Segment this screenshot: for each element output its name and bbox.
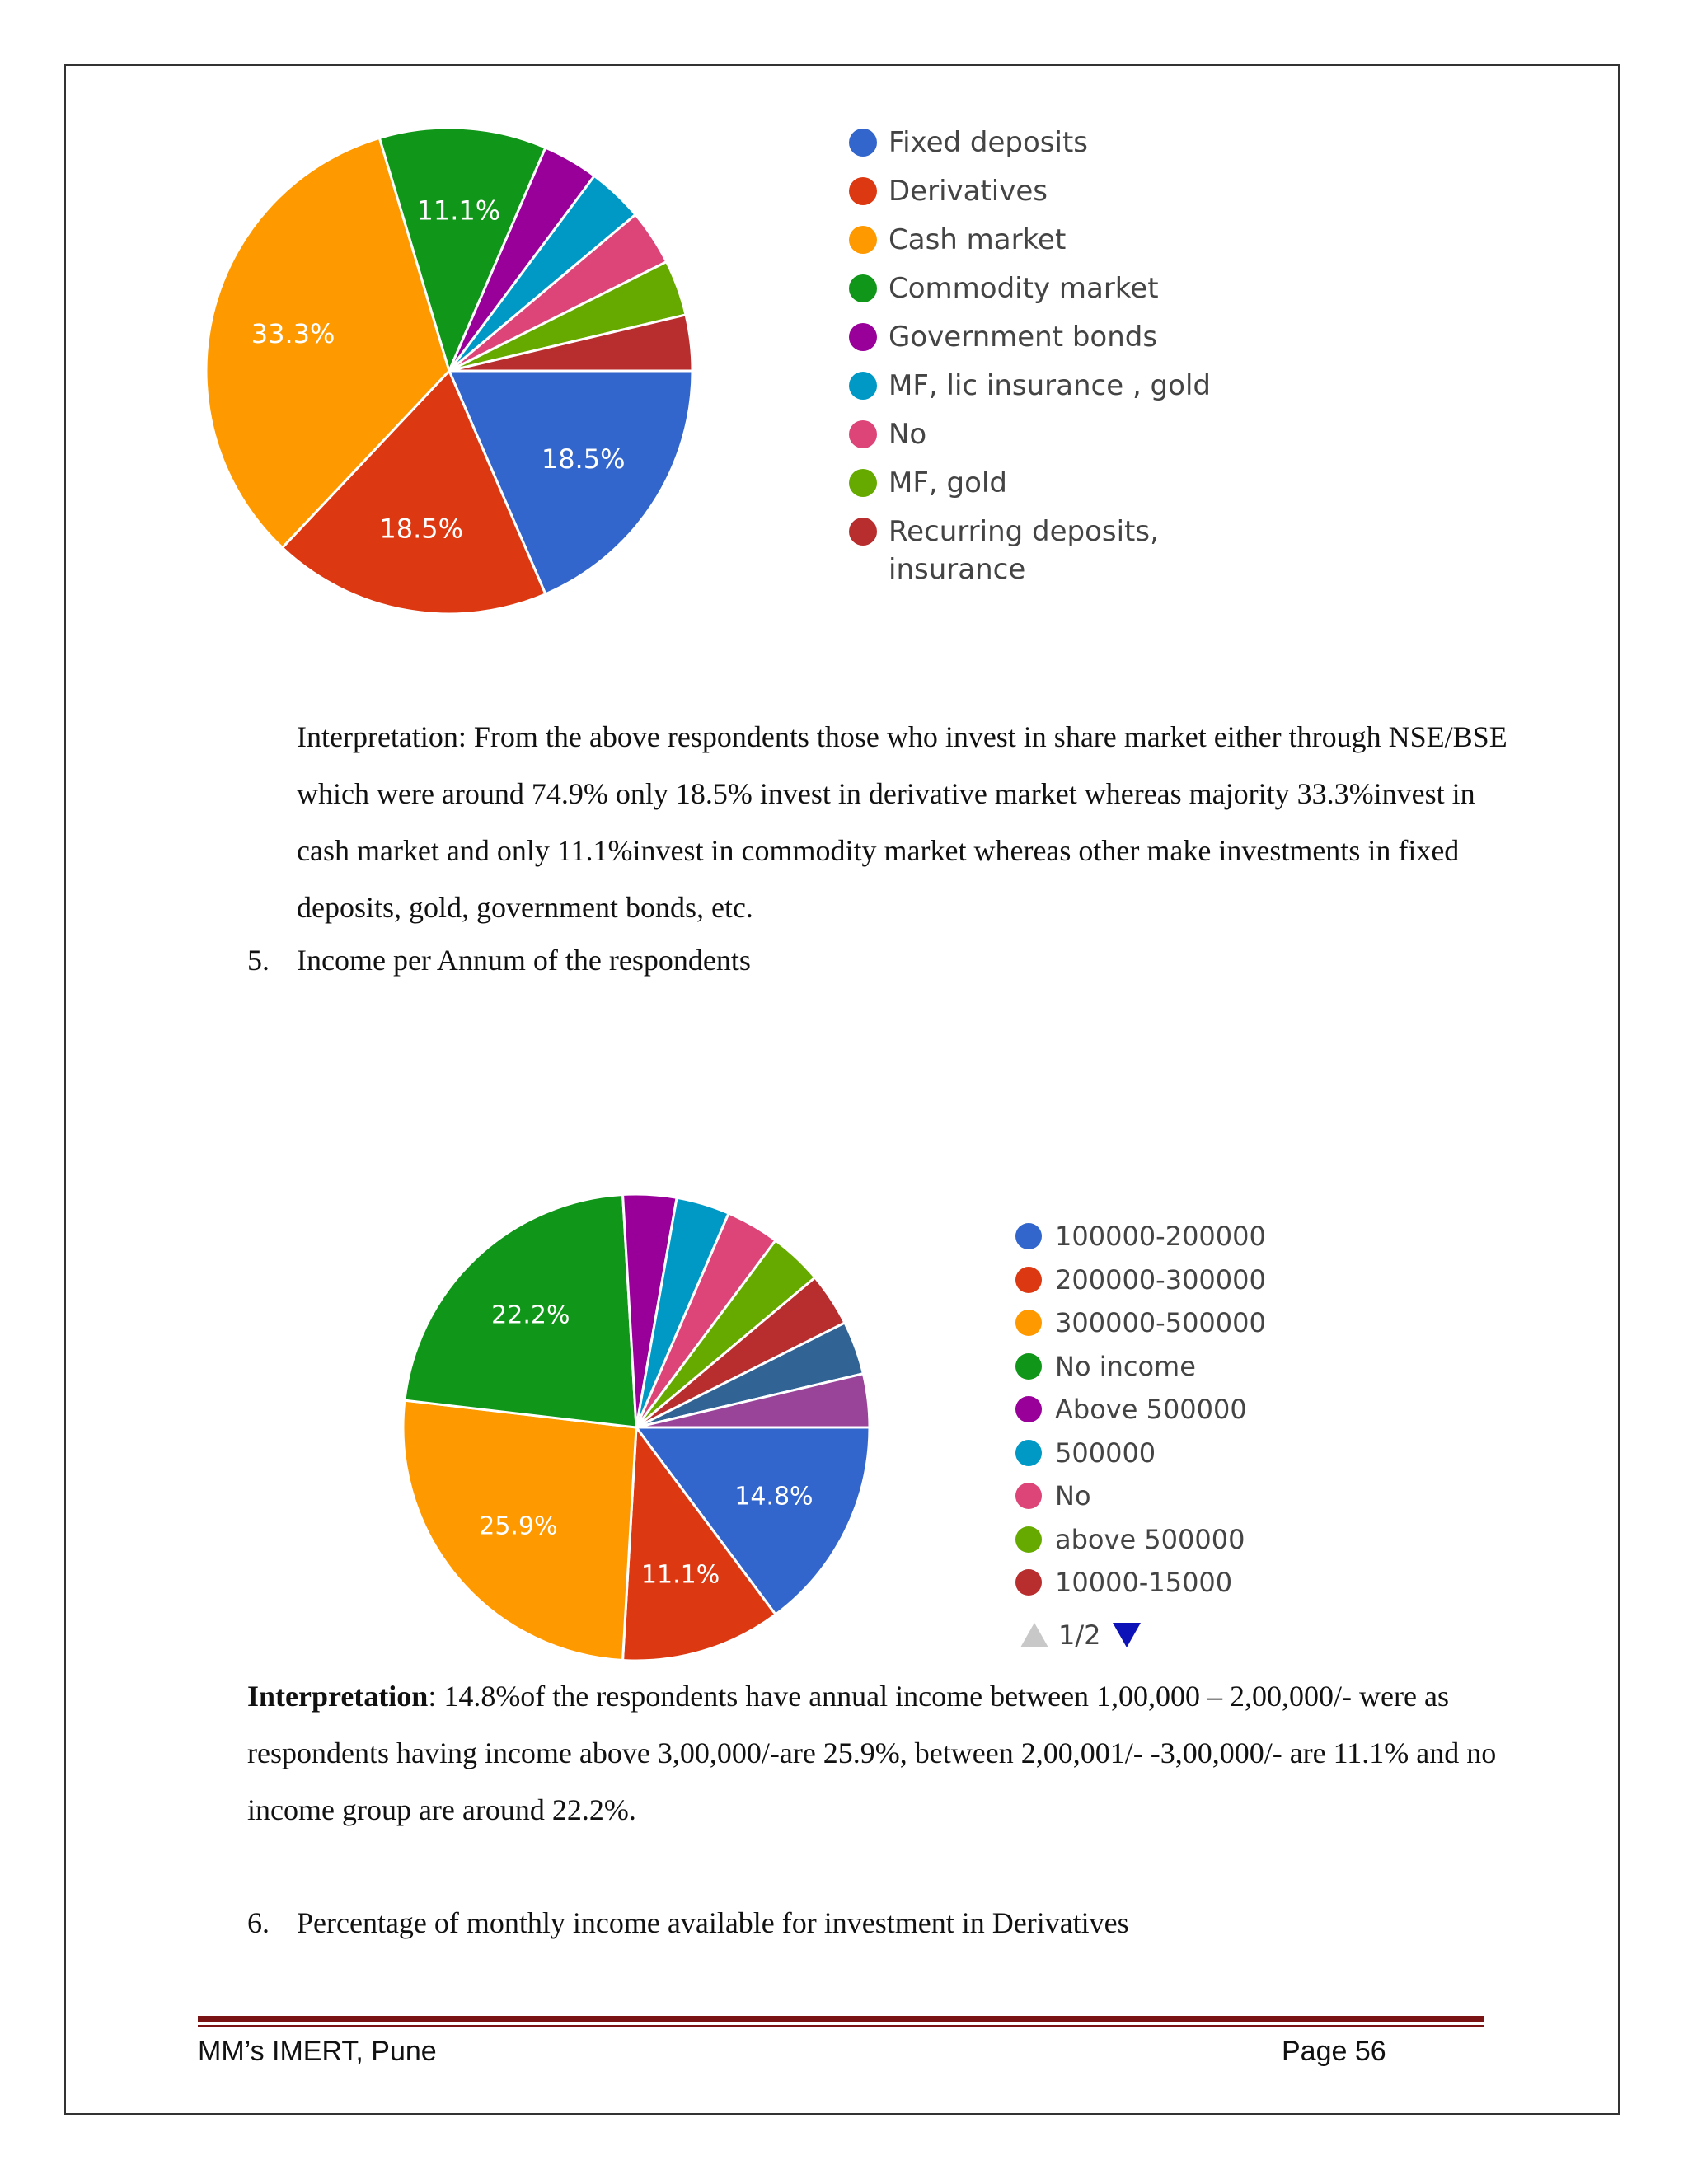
pie1-legend-item-8: [849, 513, 1228, 588]
pie-chart-1-legend: [849, 124, 1228, 599]
interpretation-paragraph-2: [247, 1668, 1500, 1839]
pie2-data-label-1: 11.1%: [640, 1560, 720, 1590]
pie2-legend-item-1: [1015, 1263, 1345, 1296]
pie1-legend-item-0: [849, 124, 1228, 162]
pie1-legend-item-3: [849, 269, 1228, 307]
pie1-legend-label-1: Derivatives: [889, 175, 1048, 208]
pie1-legend-swatch-4: [849, 323, 877, 351]
interpretation-label: Interpretation: [247, 1680, 429, 1713]
pie1-legend-label-3: Commodity market: [889, 272, 1159, 305]
pie2-legend-swatch-2: [1015, 1310, 1042, 1336]
interpretation-paragraph-1: Interpretation: From the above respondents those who invest in share market either through NSE/BSE which were around 74.9% only 18.5% invest in derivative market whereas majority 33.3%invest in cash market and only 11.1%invest in commodity market whereas other make investments in fixed deposits, gold, government bonds, etc.: [297, 720, 1507, 924]
pie1-legend-swatch-5: [849, 372, 877, 400]
pie-chart-2-legend: [1015, 1220, 1345, 1610]
pie1-legend-swatch-6: [849, 420, 877, 448]
pie2-legend-swatch-7: [1015, 1526, 1042, 1553]
pie2-legend-label-4: Above 500000: [1055, 1394, 1247, 1425]
pie2-legend-label-3: No income: [1055, 1350, 1196, 1382]
section-heading-5: [247, 935, 1484, 985]
pager-up-arrow-icon[interactable]: [1020, 1623, 1048, 1647]
pie2-legend-label-7: above 500000: [1055, 1523, 1245, 1555]
pie2-legend-label-5: 500000: [1055, 1436, 1156, 1469]
footer-page-number: Page 56: [1282, 2036, 1386, 2067]
pie1-legend-swatch-2: [849, 226, 877, 254]
pie2-data-label-0: 14.8%: [734, 1482, 814, 1511]
pie2-legend-item-8: [1015, 1566, 1345, 1599]
pie-chart-1-svg: [165, 115, 692, 643]
footer-institution: MM’s IMERT, Pune: [198, 2036, 437, 2067]
pie1-legend-label-7: MF, gold: [889, 466, 1007, 499]
pie2-legend-swatch-4: [1015, 1396, 1042, 1422]
legend-pager: [1020, 1619, 1141, 1651]
pie1-legend-item-1: [849, 172, 1228, 210]
pie1-legend-item-6: [849, 415, 1228, 453]
pie1-data-label-2: 33.3%: [251, 318, 335, 350]
pie1-legend-label-6: No: [889, 418, 927, 451]
pie2-legend-label-2: 300000-500000: [1055, 1307, 1266, 1338]
pie1-legend-item-5: [849, 367, 1228, 405]
footer-rule-thick: [198, 2016, 1484, 2022]
pie2-legend-item-3: [1015, 1350, 1345, 1383]
pie2-data-label-2: 25.9%: [479, 1511, 558, 1541]
investment-type-pie-chart: [165, 115, 1236, 643]
pie1-data-label-1: 18.5%: [379, 513, 464, 545]
pie-chart-2-svg: [247, 1187, 814, 1681]
pie2-legend-swatch-5: [1015, 1440, 1042, 1466]
pie2-legend-label-1: 200000-300000: [1055, 1263, 1266, 1296]
pie1-data-label-3: 11.1%: [416, 194, 501, 227]
pie1-legend-swatch-1: [849, 177, 877, 205]
pie2-legend-swatch-3: [1015, 1353, 1042, 1380]
pie1-legend-label-2: Cash market: [889, 223, 1067, 256]
pager-down-arrow-icon[interactable]: [1113, 1623, 1141, 1647]
pie2-legend-item-4: [1015, 1393, 1345, 1426]
pie2-legend-item-2: [1015, 1306, 1345, 1339]
pie1-legend-swatch-8: [849, 518, 877, 546]
pie1-legend-item-2: [849, 221, 1228, 259]
pie1-data-label-0: 18.5%: [541, 443, 626, 475]
pie1-legend-swatch-3: [849, 274, 877, 302]
pie2-legend-label-6: No: [1055, 1480, 1091, 1511]
pager-count: 1/2: [1058, 1619, 1101, 1651]
pie2-legend-item-6: [1015, 1479, 1345, 1512]
pie2-legend-swatch-0: [1015, 1223, 1042, 1249]
interpretation-body: : 14.8%of the respondents have annual income between 1,00,000 – 2,00,000/- were as respondents having income above 3,00,000/-are 25.9%, between 2,00,001/- -3,00,000/- are 11.1% and no income group are around 22.2%.: [247, 1680, 1497, 1826]
pie1-legend-item-7: [849, 464, 1228, 502]
pie1-legend-swatch-7: [849, 469, 877, 497]
pie1-legend-item-4: [849, 318, 1228, 356]
pie2-legend-item-5: [1015, 1436, 1345, 1469]
pie1-legend-swatch-0: [849, 129, 877, 157]
pie2-data-label-3: 22.2%: [491, 1301, 570, 1330]
section-title-6: Percentage of monthly income available for investment in Derivatives: [297, 1906, 1129, 1939]
section-heading-6: [247, 1898, 1484, 1947]
pie2-legend-label-8: 10000-15000: [1055, 1567, 1233, 1598]
pie2-legend-swatch-1: [1015, 1267, 1042, 1293]
footer-rule-thin: [198, 2025, 1484, 2027]
income-pie-chart: [247, 1187, 1319, 1681]
pie2-legend-label-0: 100000-200000: [1055, 1221, 1266, 1252]
section-number-6: 6.: [247, 1906, 270, 1939]
pie2-legend-swatch-6: [1015, 1483, 1042, 1509]
pie1-legend-label-4: Government bonds: [889, 321, 1158, 354]
section-number-5: 5.: [247, 944, 270, 977]
pie1-legend-label-0: Fixed deposits: [889, 126, 1089, 159]
pie2-legend-swatch-8: [1015, 1569, 1042, 1596]
section-title-5: Income per Annum of the respondents: [297, 944, 751, 977]
pie1-legend-label-5: MF, lic insurance , gold: [889, 369, 1211, 402]
pie1-legend-label-8: Recurring deposits, insurance: [889, 515, 1159, 586]
pie2-legend-item-0: [1015, 1220, 1345, 1253]
pie2-legend-item-7: [1015, 1523, 1345, 1556]
